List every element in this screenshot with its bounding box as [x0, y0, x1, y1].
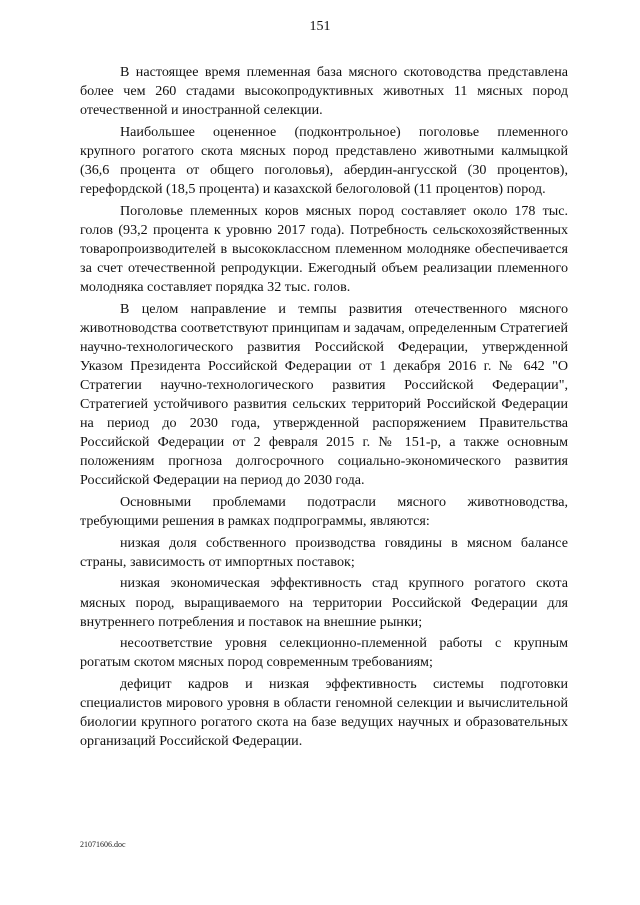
- paragraph-3: Поголовье племенных коров мясных пород составляет около 178 тыс. голов (93,2 процента к уровню 2017 года). Потребность сельскохозяйственных товаропроизводителей в высококлассном племенном молодняке обеспечивается за счет отечественной репродукции. Ежегодный объем реализации племенного молодняка составляет порядка 32 тыс. голов.: [80, 202, 568, 296]
- paragraph-4: В целом направление и темпы развития отечественного мясного животноводства соответствуют принципам и задачам, определенным Стратегией научно-технологического развития Российской Федерации, утвержденной Указом Президента Российской Федерации от 1 декабря 2016 г. № 642 "О Стратегии научно-технологического развития Российской Федерации", Стратегией устойчивого развития сельских территорий Российской Федерации на период до 2030 года, утвержденной распоряжением Правительства Российской Федерации от 2 февраля 2015 г. № 151-р, а также основным положениям прогноза долгосрочного социально-экономического развития Российской Федерации на период до 2030 года.: [80, 300, 568, 489]
- problem-item-3: несоответствие уровня селекционно-племенной работы с крупным рогатым скотом мясных пород современным требованиям;: [80, 635, 568, 671]
- page-number: 151: [309, 19, 331, 34]
- paragraph-5: Основными проблемами подотрасли мясного животноводства, требующими решения в рамках подпрограммы, являются:: [80, 494, 568, 530]
- document-file-code: 21071606.doc: [80, 840, 126, 849]
- problem-item-2: низкая экономическая эффективность стад крупного рогатого скота мясных пород, выращиваемого на территории Российской Федерации для внутреннего потребления и поставок на внешние рынки;: [80, 575, 568, 630]
- document-body: [80, 63, 568, 754]
- paragraph-2: Наибольшее оцененное (подконтрольное) поголовье племенного крупного рогатого скота мясных пород представлено животными калмыцкой (36,6 процента от общего поголовья), абердин-ангусской (30 процентов), герефордской (18,5 процента) и казахской белоголовой (11 процентов) пород.: [80, 123, 568, 198]
- problem-item-1: низкая доля собственного производства говядины в мясном балансе страны, зависимость от импортных поставок;: [80, 534, 568, 570]
- paragraph-1: В настоящее время племенная база мясного скотоводства представлена более чем 260 стадами высокопродуктивных животных 11 мясных пород отечественной и иностранной селекции.: [80, 64, 568, 119]
- problem-item-4: дефицит кадров и низкая эффективность системы подготовки специалистов мирового уровня в области геномной селекции и вычислительной биологии крупного рогатого скота на базе ведущих научных и образовательных организаций Российской Федерации.: [80, 675, 568, 750]
